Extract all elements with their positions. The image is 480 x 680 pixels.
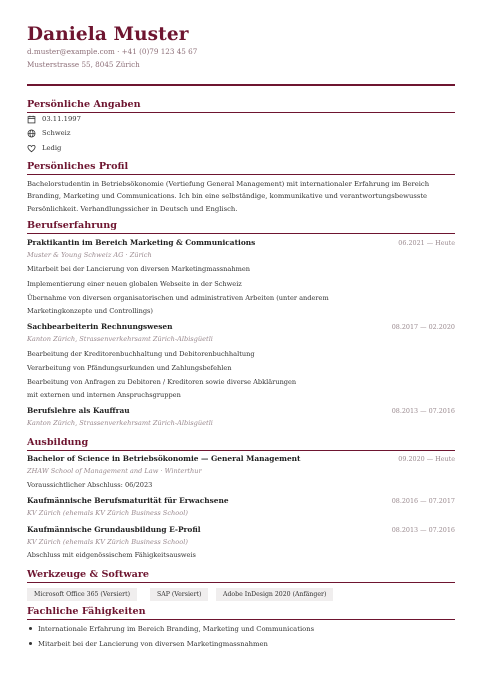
experience-date: 06.2021 — Heute bbox=[398, 239, 455, 247]
experience-date: 08.2013 — 07.2016 bbox=[391, 407, 455, 415]
tool-chip: Microsoft Office 365 (Versiert) bbox=[27, 588, 137, 601]
education-school: KV Zürich (ehemals KV Zürich Business School) bbox=[27, 509, 188, 517]
section-divider-education bbox=[27, 450, 455, 451]
globe-icon bbox=[27, 129, 36, 138]
skill-text: Mitarbeit bei der Lancierung von diversen Marketingmassnahmen bbox=[38, 640, 268, 648]
status-value: Ledig bbox=[42, 144, 62, 152]
contact-line[interactable]: d.muster@example.com · +41 (0)79 123 45 67 bbox=[27, 47, 198, 56]
education-date: 08.2013 — 07.2016 bbox=[391, 526, 455, 534]
tool-chip: Adobe InDesign 2020 (Anfänger) bbox=[216, 588, 333, 601]
education-note: Voraussichtlicher Abschluss: 06/2023 bbox=[27, 481, 153, 489]
section-title-personal: Persönliche Angaben bbox=[27, 99, 141, 110]
section-divider-profile bbox=[27, 174, 455, 175]
experience-company: Kanton Zürich, Strassenverkehrsamt Zürich-Albisgüetli bbox=[27, 335, 213, 343]
address-line: Musterstrasse 55, 8045 Zürich bbox=[27, 60, 140, 69]
experience-company: Muster & Young Schweiz AG · Zürich bbox=[27, 251, 152, 259]
education-school: KV Zürich (ehemals KV Zürich Business School) bbox=[27, 538, 188, 546]
bullet-icon bbox=[29, 642, 32, 645]
skill-item bbox=[27, 625, 314, 633]
education-degree: Kaufmännische Berufsmaturität für Erwachsene bbox=[27, 496, 229, 505]
experience-line: Marketingkonzepte und Controllings) bbox=[27, 307, 154, 315]
experience-line: Verarbeitung von Pfändungsurkunden und Zahlungsbefehlen bbox=[27, 364, 232, 372]
section-title-experience: Berufserfahrung bbox=[27, 220, 117, 231]
experience-line: Bearbeitung der Kreditorenbuchhaltung und Debitorenbuchhaltung bbox=[27, 350, 255, 358]
experience-line: Bearbeitung von Anfragen zu Debitoren / Kreditoren sowie diverse Abklärungen bbox=[27, 378, 297, 386]
section-title-skills: Fachliche Fähigkeiten bbox=[27, 606, 146, 617]
experience-line: mit externen und internen Anspruchsgruppen bbox=[27, 391, 181, 399]
experience-date: 08.2017 — 02.2020 bbox=[391, 323, 455, 331]
personal-row-birthdate bbox=[27, 114, 81, 124]
education-degree: Bachelor of Science in Betriebsökonomie — General Management bbox=[27, 454, 301, 463]
birthdate-value: 03.11.1997 bbox=[42, 115, 81, 123]
personal-row-status bbox=[27, 143, 61, 153]
section-divider-personal bbox=[27, 112, 455, 113]
education-date: 08.2016 — 07.2017 bbox=[391, 497, 455, 505]
education-date: 09.2020 — Heute bbox=[398, 455, 455, 463]
cv-name: Daniela Muster bbox=[27, 24, 189, 45]
section-divider-tools bbox=[27, 582, 455, 583]
personal-row-nationality bbox=[27, 128, 70, 138]
experience-role: Praktikantin im Bereich Marketing & Communications bbox=[27, 238, 256, 247]
calendar-icon bbox=[27, 115, 36, 124]
experience-line: Implementierung einer neuen globalen Webseite in der Schweiz bbox=[27, 280, 242, 288]
experience-line: Mitarbeit bei der Lancierung von diversen Marketingmassnahmen bbox=[27, 265, 251, 273]
header-divider bbox=[27, 84, 455, 86]
bullet-icon bbox=[29, 627, 32, 630]
heart-icon bbox=[27, 144, 36, 153]
experience-company: Kanton Zürich, Strassenverkehrsamt Zürich-Albisgüetli bbox=[27, 419, 213, 427]
education-degree: Kaufmännische Grundausbildung E-Profil bbox=[27, 525, 201, 534]
experience-role: Sachbearbeiterin Rechnungswesen bbox=[27, 322, 173, 331]
profile-text: Bachelorstudentin in Betriebsökonomie (Vertiefung General Management) mit internationaler Erfahrung im Bereich Branding, Marketing und Communications. Ich bin eine selbständige, kommunikative und verantwortungsbewusste Persönlichkeit. Verhandlungssicher in Deutsch und Englisch. bbox=[27, 180, 430, 213]
section-divider-skills bbox=[27, 619, 455, 620]
education-note: Abschluss mit eidgenössischem Fähigkeitsausweis bbox=[27, 551, 196, 559]
experience-role: Berufslehre als Kauffrau bbox=[27, 406, 130, 415]
section-title-profile: Persönliches Profil bbox=[27, 161, 129, 172]
section-title-education: Ausbildung bbox=[27, 437, 89, 448]
skill-text: Internationale Erfahrung im Bereich Branding, Marketing und Communications bbox=[38, 625, 315, 633]
tool-chip: SAP (Versiert) bbox=[150, 588, 208, 601]
education-school: ZHAW School of Management and Law · Winterthur bbox=[27, 467, 202, 475]
skill-item bbox=[27, 640, 268, 648]
section-title-tools: Werkzeuge & Software bbox=[27, 569, 149, 580]
nationality-value: Schweiz bbox=[42, 129, 71, 137]
section-divider-experience bbox=[27, 233, 455, 234]
experience-line: Übernahme von diversen organisatorischen und administrativen Arbeiten (unter anderem bbox=[27, 294, 329, 302]
